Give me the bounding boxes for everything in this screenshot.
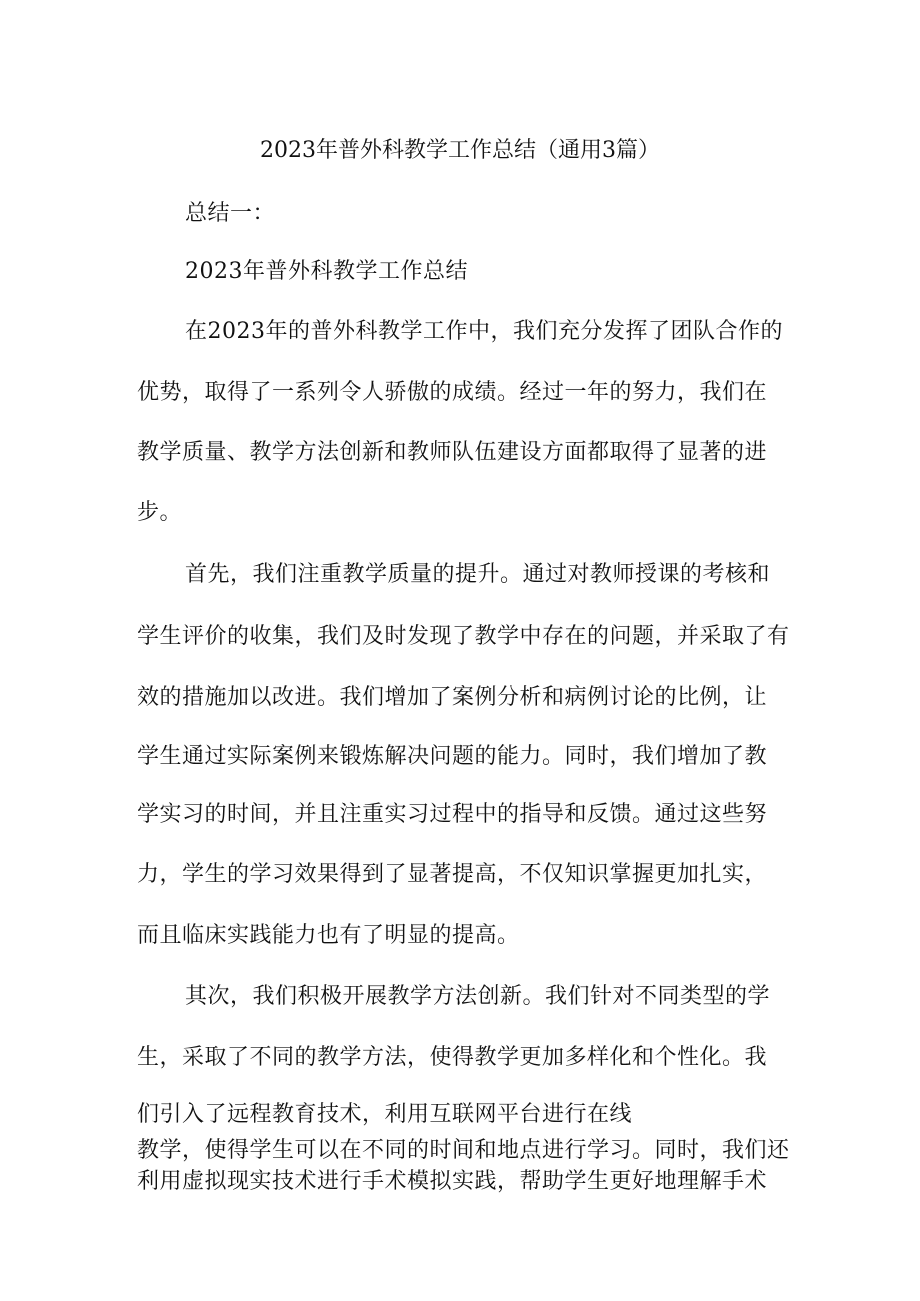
paragraph-line: 力，学生的学习效果得到了显著提高，不仅知识掌握更加扎实， [137, 862, 768, 887]
paragraph-line: 效的措施加以改进。我们增加了案例分析和病例讨论的比例，让 [137, 685, 768, 710]
paragraph-line: 而且临床实践能力也有了明显的提高。 [137, 923, 520, 948]
section-label: 总结一： [185, 201, 276, 226]
paragraph-line: 学生通过实际案例来锻炼解决问题的能力。同时，我们增加了教 [137, 744, 768, 769]
paragraph-line: 们引入了远程教育技术，利用互联网平台进行在线 [137, 1102, 633, 1127]
paragraph-line: 首先，我们注重教学质量的提升。通过对教师授课的考核和 [185, 562, 771, 587]
paragraph-line: 教学质量、教学方法创新和教师队伍建设方面都取得了显著的进 [137, 440, 768, 465]
paragraph-line: 生，采取了不同的教学方法，使得教学更加多样化和个性化。我 [137, 1045, 768, 1070]
paragraph-line: 优势，取得了一系列令人骄傲的成绩。经过一年的努力，我们在 [137, 380, 768, 405]
paragraph-line: 其次，我们积极开展教学方法创新。我们针对不同类型的学 [185, 984, 771, 1009]
paragraph-line: 学实习的时间，并且注重实习过程中的指导和反馈。通过这些努 [137, 802, 768, 827]
document-title: 2023年普外科教学工作总结（通用3篇） [260, 138, 660, 163]
paragraph-line: 教学，使得学生可以在不同的时间和地点进行学习。同时，我们还 [137, 1138, 790, 1163]
paragraph-line: 学生评价的收集，我们及时发现了教学中存在的问题，并采取了有 [137, 624, 790, 649]
section-subtitle: 2023年普外科教学工作总结 [185, 259, 468, 284]
paragraph-line: 利用虚拟现实技术进行手术模拟实践，帮助学生更好地理解手术 [137, 1169, 768, 1194]
paragraph-line: 步。 [137, 500, 183, 525]
paragraph-line: 在2023年的普外科教学工作中，我们充分发挥了团队合作的 [185, 319, 783, 344]
